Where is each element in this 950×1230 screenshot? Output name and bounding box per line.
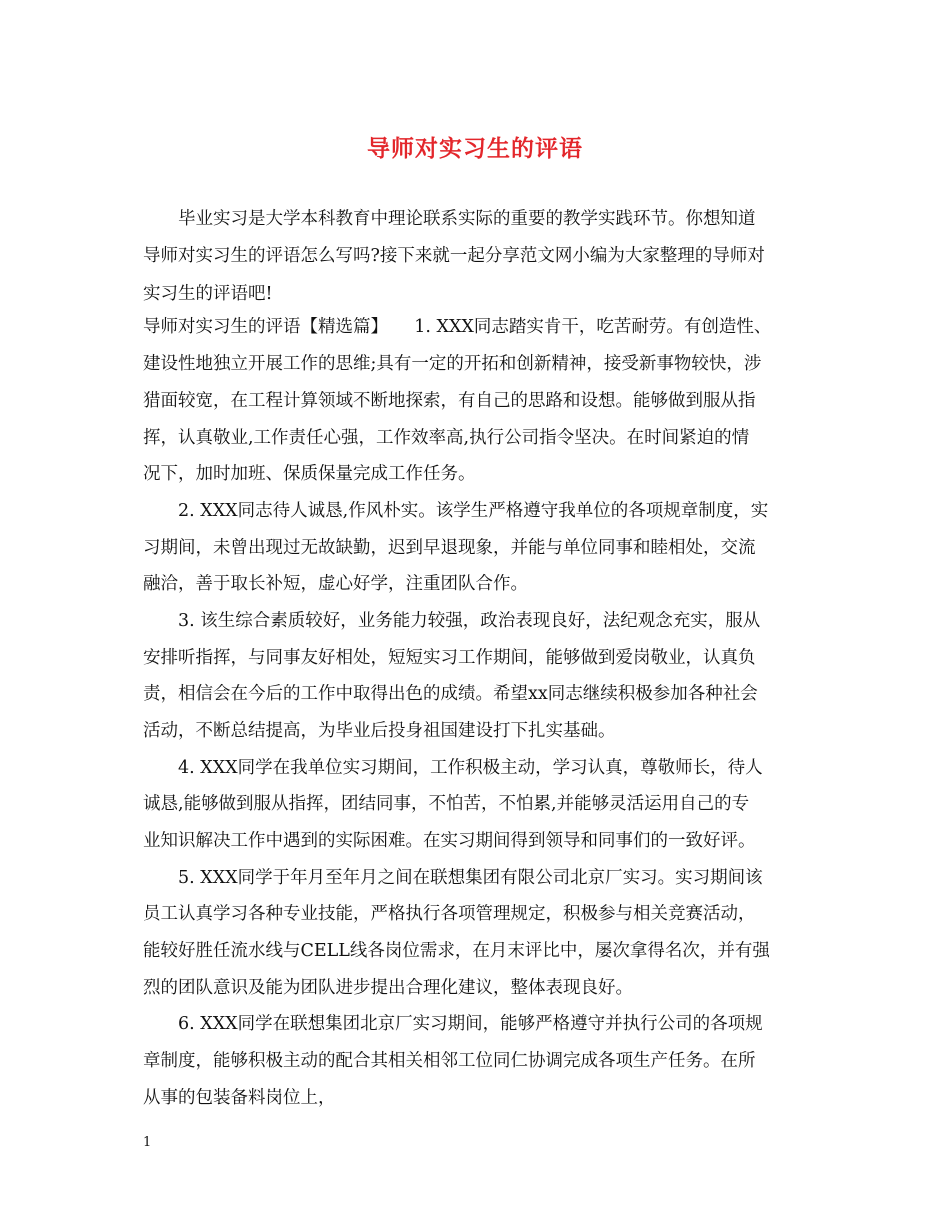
body-line: 4. XXX同学在我单位实习期间，工作积极主动，学习认真，尊敬师长，待人	[143, 758, 763, 778]
body-line: 从事的包装备料岗位上，	[143, 1088, 336, 1108]
body-line: 2. XXX同志待人诚恳,作风朴实。该学生严格遵守我单位的各项规章制度，实	[143, 501, 769, 521]
body-line: 况下，加时加班、保质保量完成工作任务。	[143, 464, 476, 484]
body-line: 员工认真学习各种专业技能，严格执行各项管理规定，积极参与相关竞赛活动，	[143, 904, 756, 924]
body-line: 章制度，能够积极主动的配合其相关相邻工位同仁协调完成各项生产任务。在所	[143, 1051, 756, 1071]
body-line: 5. XXX同学于年月至年月之间在联想集团有限公司北京厂实习。实习期间该	[143, 868, 763, 888]
body-line: 业知识解决工作中遇到的实际困难。在实习期间得到领导和同事们的一致好评。	[143, 831, 756, 851]
body-line: 毕业实习是大学本科教育中理论联系实际的重要的教学实践环节。你想知道	[143, 209, 756, 229]
body-line: 6. XXX同学在联想集团北京厂实习期间，能够严格遵守并执行公司的各项规	[143, 1014, 763, 1034]
body-line: 猎面较宽，在工程计算领域不断地探索，有自己的思路和设想。能够做到服从指	[143, 391, 756, 411]
body-line: 习期间，未曾出现过无故缺勤，迟到早退现象，并能与单位同事和睦相处，交流	[143, 538, 756, 558]
body-line: 烈的团队意识及能为团队进步提出合理化建议，整体表现良好。	[143, 978, 633, 998]
body-line: 建设性地独立开展工作的思维;具有一定的开拓和创新精神，接受新事物较快，涉	[143, 354, 762, 374]
body-line: 导师对实习生的评语【精选篇】 1. XXX同志踏实肯干，吃苦耐劳。有创造性、	[143, 317, 772, 337]
body-line: 诚恳,能够做到服从指挥，团结同事，不怕苦，不怕累,并能够灵活运用自己的专	[143, 794, 750, 814]
body-line: 实习生的评语吧!	[143, 284, 273, 304]
body-line: 3. 该生综合素质较好，业务能力较强，政治表现良好，法纪观念充实，服从	[143, 611, 761, 631]
page-number: 1	[143, 1135, 152, 1150]
body-line: 能较好胜任流水线与CELL线各岗位需求，在月末评比中，屡次拿得名次，并有强	[143, 941, 770, 961]
body-line: 挥，认真敬业,工作责任心强，工作效率高,执行公司指令坚决。在时间紧迫的情	[143, 428, 750, 448]
body-line: 导师对实习生的评语怎么写吗?接下来就一起分享范文网小编为大家整理的导师对	[143, 246, 765, 266]
body-line: 责，相信会在今后的工作中取得出色的成绩。希望xx同志继续积极参加各种社会	[143, 684, 758, 704]
page-title: 导师对实习生的评语	[367, 135, 583, 162]
body-line: 融洽，善于取长补短，虚心好学，注重团队合作。	[143, 574, 528, 594]
body-line: 活动，不断总结提高，为毕业后投身祖国建设打下扎实基础。	[143, 721, 616, 741]
body-line: 安排听指挥，与同事友好相处，短短实习工作期间，能够做到爱岗敬业，认真负	[143, 648, 756, 668]
